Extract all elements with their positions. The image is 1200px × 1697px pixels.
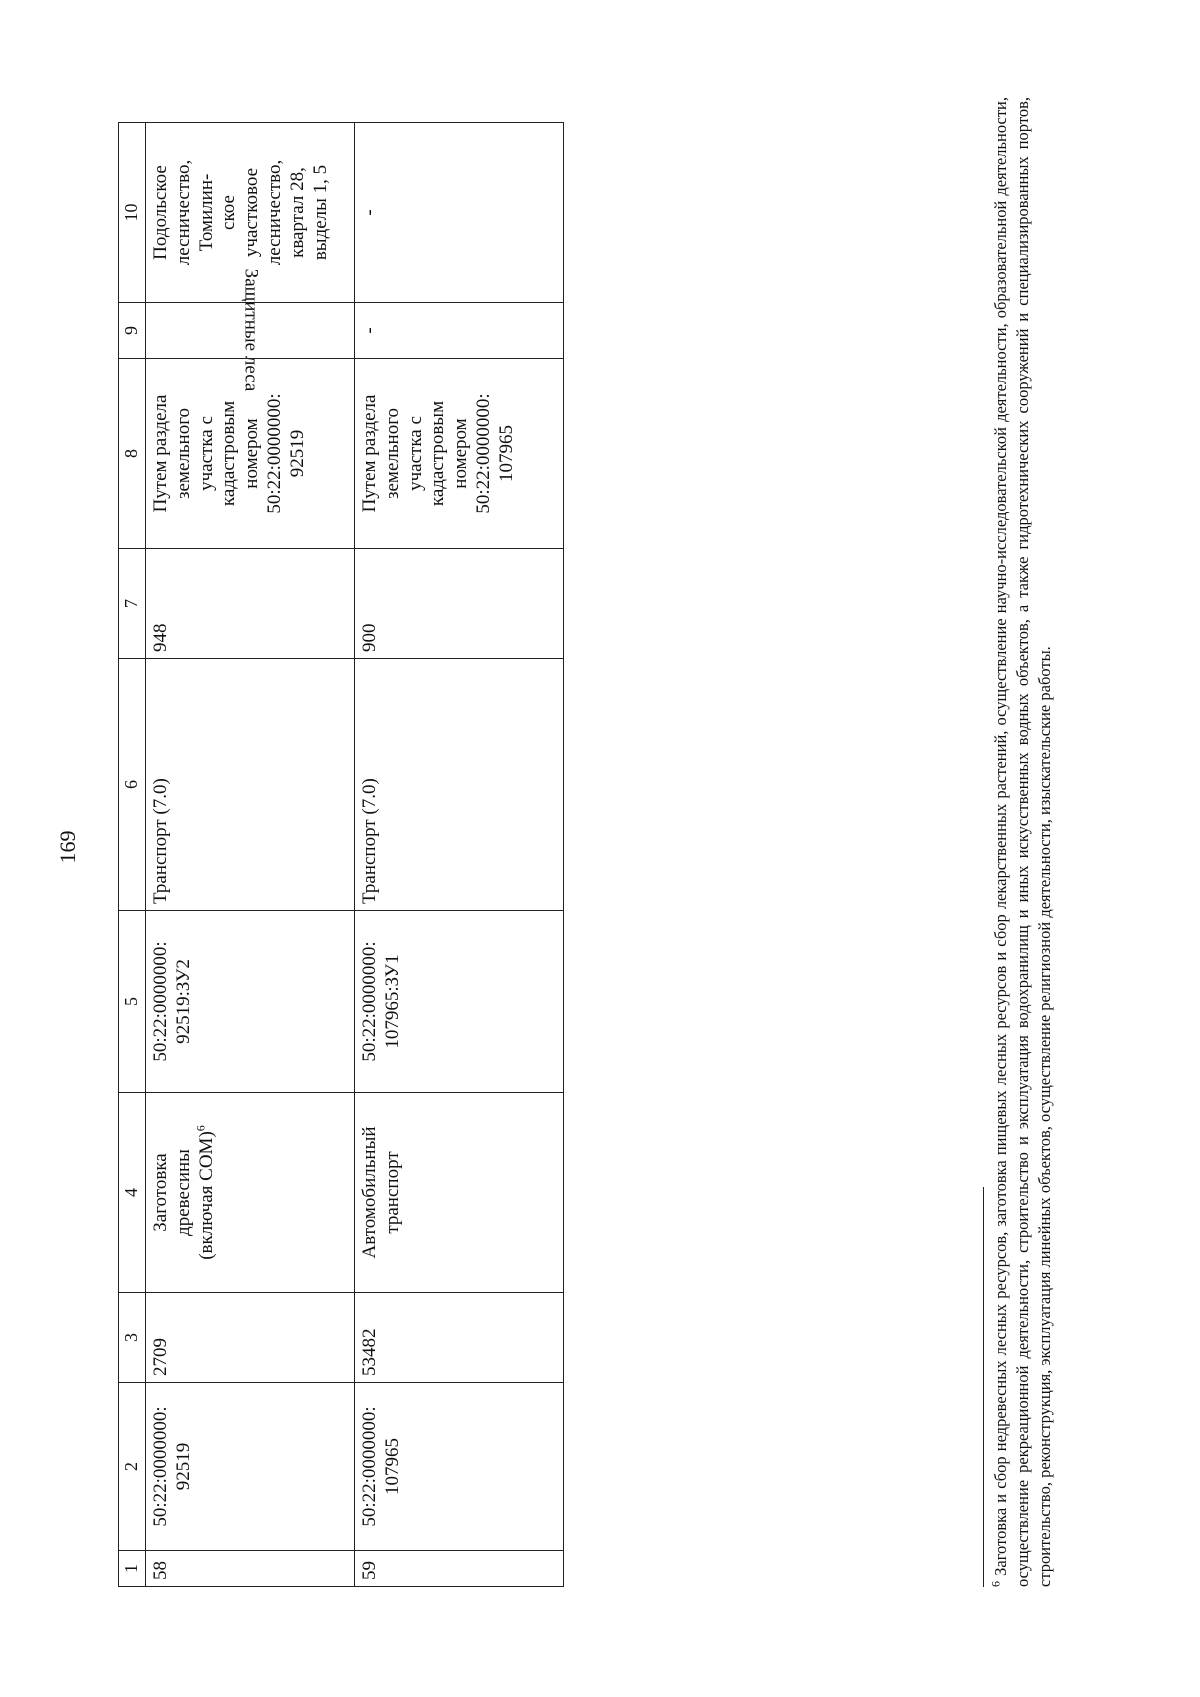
forest-category-text: Защитные леса bbox=[240, 269, 262, 392]
cell-permitted-use bbox=[146, 1093, 355, 1293]
table-header-row bbox=[119, 123, 146, 1587]
cell-new-plot-number: 50:22:0000000: 92519:ЗУ2 bbox=[146, 911, 355, 1093]
header-col-1: 1 bbox=[119, 1551, 146, 1587]
cell-row-number: 59 bbox=[355, 1551, 564, 1587]
footnote-reference: 6 bbox=[193, 1125, 208, 1132]
cell-new-use-category: Транспорт (7.0) bbox=[146, 659, 355, 911]
header-col-6: 6 bbox=[119, 659, 146, 911]
cell-forestry-location: Подольское лесничество, Томилин- ское участковое лесничество, квартал 28, выделы 1, 5 bbox=[146, 123, 355, 303]
cell-source-area: 2709 bbox=[146, 1293, 355, 1383]
header-col-2: 2 bbox=[119, 1383, 146, 1551]
cell-source-cadastral-number: 50:22:0000000: 92519 bbox=[146, 1383, 355, 1551]
cell-formation-method: Путем раздела земельного участка с кадастровым номером 50:22:0000000: 92519 bbox=[146, 359, 355, 549]
cell-source-area: 53482 bbox=[355, 1293, 564, 1383]
header-col-9: 9 bbox=[119, 303, 146, 359]
cell-new-plot-number: 50:22:0000000: 107965:ЗУ1 bbox=[355, 911, 564, 1093]
land-plots-table bbox=[118, 122, 564, 1587]
cell-source-cadastral-number: 50:22:0000000: 107965 bbox=[355, 1383, 564, 1551]
permitted-use-text: Заготовка древесины (включая СОМ) bbox=[150, 1131, 217, 1260]
header-col-3: 3 bbox=[119, 1293, 146, 1383]
header-col-8: 8 bbox=[119, 359, 146, 549]
footnote-separator bbox=[983, 1187, 984, 1587]
cell-forest-category bbox=[146, 269, 355, 392]
header-col-10: 10 bbox=[119, 123, 146, 303]
table-row bbox=[146, 123, 355, 1587]
footnote bbox=[990, 97, 1055, 1587]
cell-new-use-category: Транспорт (7.0) bbox=[355, 659, 564, 911]
footnote-text: Заготовка и сбор недревесных лесных ресурсов, заготовка пищевых лесных ресурсов и сбор лекарственных растений, осуществление научно-исследовательской деятельности, образовательной деятельности, осуществление рекреационной деятельности, строительство и эксплуатация водохранилищ и иных искусственных водных объектов, а также гидротехнических сооружений и специализированных портов, строительство, реконструкция, эксплуатация линейных объектов, осуществление религиозной деятельности, изыскательские работы. bbox=[991, 97, 1054, 1587]
cell-formation-method: Путем раздела земельного участка с кадастровым номером 50:22:0000000: 107965 bbox=[355, 359, 564, 549]
header-col-7: 7 bbox=[119, 549, 146, 659]
cell-new-area: 900 bbox=[355, 549, 564, 659]
header-col-5: 5 bbox=[119, 911, 146, 1093]
cell-new-area: 948 bbox=[146, 549, 355, 659]
cell-permitted-use: Автомобильный транспорт bbox=[355, 1093, 564, 1293]
footnote-marker: 6 bbox=[988, 1581, 1003, 1587]
table-row bbox=[355, 123, 564, 1587]
page-number: 169 bbox=[55, 830, 80, 864]
cell-forestry-location: - bbox=[355, 123, 564, 303]
cell-row-number: 58 bbox=[146, 1551, 355, 1587]
cell-forest-category: - bbox=[355, 303, 564, 359]
header-col-4: 4 bbox=[119, 1093, 146, 1293]
